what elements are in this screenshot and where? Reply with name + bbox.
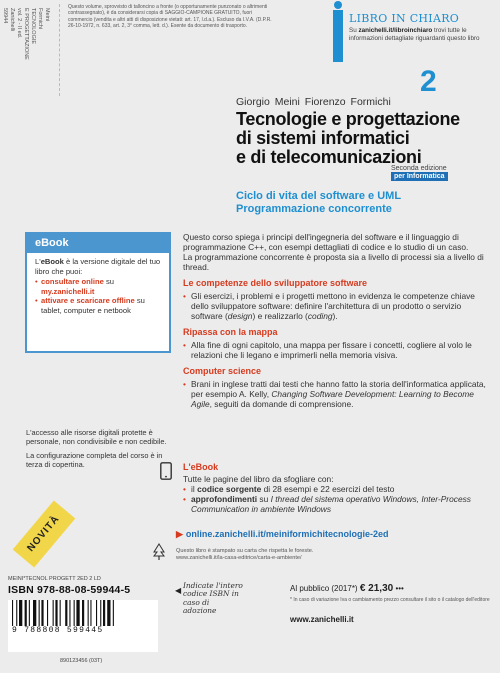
fsc-tree-icon — [152, 543, 166, 561]
barcode-bar — [82, 600, 84, 626]
price — [290, 583, 404, 594]
tablet-icon — [160, 462, 172, 480]
my-zanichelli-link[interactable]: my.zanichelli.it — [41, 286, 95, 296]
section-item: • Gli esercizi, i problemi e i progetti mettono in evidenza le competenze chiave dello sviluppatore software: definire l'architettura di un prodotto o servizio software (design) e realizzarlo (coding). — [183, 291, 489, 321]
title-line: Tecnologie e progettazione — [236, 109, 460, 129]
website[interactable]: www.zanichelli.it — [290, 615, 354, 624]
saggio-campione-note: Questo volume, sprovvisto di talloncino a fronte (o opportunamente punzonato o altrimenti contrassegnato), è da considerarsi copia di SAGGIO-CAMPIONE GRATUITO, fuori commercio (vendita e altri atti di disposizione vietati: art. 17, l.d.a.). Escluso da I.V.A. (D.P.R. 26-10-1972, n. 633, art. 2, 3° comma, lett. d.). Esente da documento di trasporto. — [68, 4, 272, 29]
ebook-section-body — [183, 474, 490, 514]
corner-line: vol. 2 - II ed. — [16, 8, 22, 39]
access-note-text: L'accesso alle risorse digitali protette è personale, non condivisibile e non cedibile. — [26, 428, 167, 446]
access-note — [26, 428, 176, 474]
barcode-code: 890123456 (03T) — [60, 658, 103, 664]
price-value: € 21,30 — [359, 583, 394, 594]
corner-line: Formichi — [37, 8, 43, 30]
section-item: • Brani in inglese tratti dai testi che hanno fatto la storia dell'informatica applicata, per esempio A. Kelly, Changing Software Development: Learning to Become Agile, seguiti da domande di comprensione. — [183, 379, 489, 409]
barcode-bar — [100, 600, 101, 626]
ebook-section — [160, 462, 490, 514]
edition-label — [391, 165, 448, 181]
corner-line: 59944 — [2, 8, 8, 24]
corner-tear-strip — [2, 4, 60, 96]
isbn: ISBN 978-88-08-59944-5 — [8, 584, 131, 596]
online-resources-link[interactable]: ▶ online.zanichelli.it/meiniformichitecnologie-2ed — [176, 529, 389, 539]
barcode-bar — [96, 600, 97, 626]
configuration-note-text: La configurazione completa del corso è in terza di copertina. — [26, 451, 163, 469]
barcode-bar — [53, 600, 54, 626]
libro-in-chiaro-box — [333, 4, 495, 64]
ebook-section-list — [183, 484, 490, 514]
product-reference: MEINI*TECNOL PROGETT 2ED 2 LD — [8, 576, 101, 582]
barcode-bar — [55, 600, 57, 626]
price-note: * In caso di variazione Iva o cambiamento prezzo consultare il sito o il catalogo dell'editore — [290, 597, 490, 603]
info-i-icon — [333, 10, 343, 62]
barcode-bar — [25, 600, 27, 626]
paper-note-link[interactable]: www.zanichelli.it/la-casa-editrice/carta-e-ambiente/ — [176, 555, 302, 561]
barcode-bar — [47, 600, 48, 626]
barcode-bar — [12, 600, 13, 626]
corner-line: Meini — [44, 8, 50, 22]
corner-note-text — [1, 8, 50, 98]
barcode-bar — [16, 600, 17, 626]
libro-in-chiaro-link[interactable]: zanichelli.it/libroinchiaro — [358, 27, 433, 34]
corner-line: E PROGETTAZIONE — [23, 8, 29, 60]
ebook-section-intro: Tutte le pagine del libro da sfogliare con: — [183, 474, 334, 484]
barcode-bar — [69, 600, 70, 626]
barcode-bar — [113, 600, 114, 626]
barcode-bars — [8, 600, 158, 626]
ebook-box-body — [27, 253, 169, 316]
ebook-section-item: • il codice sorgente di 28 esempi e 22 esercizi del testo — [183, 484, 490, 494]
ebook-section-title: L'eBook — [183, 462, 219, 472]
novita-badge: NOVITÀ — [13, 500, 76, 567]
title-line: di sistemi informatici — [236, 128, 410, 148]
arrow-right-icon: ▶ — [176, 529, 183, 539]
barcode-bar — [76, 600, 79, 626]
barcode-bar — [74, 600, 75, 626]
price-dots: ••• — [395, 584, 404, 593]
book-description — [183, 232, 489, 409]
triangle-left-icon: ◀ — [175, 586, 182, 595]
section-title: Computer science — [183, 366, 262, 376]
ebook-section-item: • approfondimenti su I thread del sistema operativo Windows, Inter-Process Communication in ambiente Windows — [183, 494, 490, 514]
volume-number: 2 — [420, 65, 437, 98]
libro-in-chiaro-title: LIBRO IN CHIARO — [349, 12, 460, 25]
barcode-bar — [88, 600, 89, 626]
barcode-bar — [33, 600, 36, 626]
description-intro: Questo corso spiega i principi dell'ingegneria del software e il linguaggio di programmazione C++, con esempi dettagliati di codice e lo studio di un caso. — [183, 232, 469, 252]
barcode-number: 9 788808 599445 — [12, 626, 104, 635]
section-title: Le competenze dello sviluppatore software — [183, 278, 368, 288]
subtitle-line: Ciclo di vita del software e UML — [236, 190, 402, 202]
description-intro-2: La programmazione concorrente è proposta sia a livello di processi sia a livello di thread. — [183, 252, 484, 272]
corner-line: TECNOLOGIE — [30, 8, 36, 45]
corner-line: Zanichelli — [9, 8, 15, 32]
price-label: Al pubblico (2017*) — [290, 584, 358, 593]
barcode-bar — [60, 600, 61, 626]
section-list — [183, 291, 489, 321]
ebook-options — [35, 277, 161, 315]
section-list — [183, 340, 489, 360]
subtitle-line: Programmazione concorrente — [236, 203, 392, 215]
ebook-box — [25, 232, 171, 353]
ebook-option: • consultare online su my.zanichelli.it — [35, 277, 161, 296]
barcode-bar — [103, 600, 105, 626]
edition-tag: per Informatica — [391, 172, 448, 181]
isbn-note: Indicate l'intero codice ISBN in caso di adozione — [183, 581, 243, 616]
edition-text: Seconda edizione — [391, 165, 447, 172]
book-subtitle — [236, 190, 476, 216]
section-list — [183, 379, 489, 409]
barcode-bar — [90, 600, 91, 626]
barcode-bar — [29, 600, 30, 626]
barcode-bar — [41, 600, 43, 626]
ebook-box-header: eBook — [27, 234, 169, 253]
barcode-bar — [19, 600, 22, 626]
authors: Giorgio Meini Fiorenzo Formichi — [236, 96, 391, 108]
ebook-intro: L'eBook è la versione digitale del tuo libro che puoi: — [35, 257, 161, 276]
ebook-option: • attivare e scaricare offline su tablet, computer e netbook — [35, 296, 161, 315]
section-item: • Alla fine di ogni capitolo, una mappa per fissare i concetti, cogliere al volo le relazioni che li legano e imprimerli nella memoria visiva. — [183, 340, 489, 360]
section-title: Ripassa con la mappa — [183, 327, 278, 337]
book-title — [236, 110, 476, 167]
paper-note — [176, 548, 406, 562]
barcode-bar — [65, 600, 67, 626]
barcode-bar — [39, 600, 40, 626]
barcode-bar — [107, 600, 110, 626]
libro-in-chiaro-text: Su zanichelli.it/libroinchiaro trovi tutte le informazioni dettagliate riguardanti questo libro — [349, 27, 480, 42]
title-line: e di telecomunicazioni — [236, 147, 422, 167]
paper-note-text: Questo libro è stampato su carta che rispetta le foreste. — [176, 548, 314, 554]
